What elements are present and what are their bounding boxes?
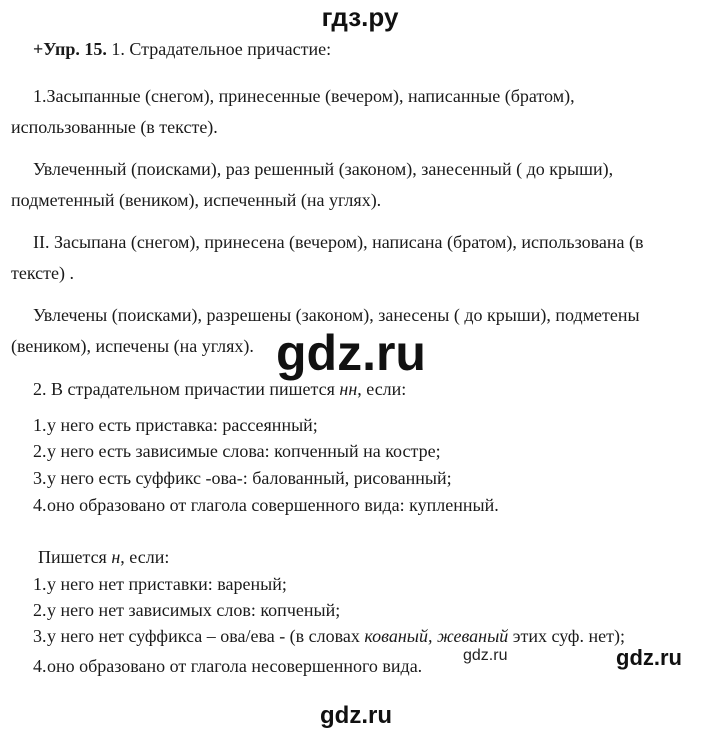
rule-n-item3-text-b: этих суф. нет); (508, 626, 625, 646)
rule-n-item-num: 2. (33, 600, 47, 620)
rule-nn-item-num: 2. (33, 441, 47, 461)
rule-n-item3-italic: кованый, жеваный (364, 626, 509, 646)
rule-nn-item-text: у него есть суффикс -ова-: балованный, рисованный; (47, 468, 452, 488)
block1-line1: 1.Засыпанные (снегом), принесенные (вечером), написанные (братом), (33, 86, 575, 106)
rule-n-item-num: 3. (33, 626, 47, 646)
rule-n-item-text: оно образовано от глагола несовершенного вида. (47, 656, 423, 676)
rule-nn-item (33, 414, 318, 436)
rule-n-item (33, 625, 625, 647)
rule-nn-item-text: у него есть зависимые слова: копченный на костре; (47, 441, 441, 461)
rule-nn-prefix: 2. В страдательном причастии пишется (33, 379, 340, 399)
rule-nn-item-num: 3. (33, 468, 47, 488)
exercise-heading (33, 38, 331, 60)
rule-nn-item (33, 494, 499, 516)
rule-nn-letters: нн (339, 379, 358, 399)
rule-nn-item-num: 4. (33, 495, 47, 515)
rule-n-item-num: 1. (33, 574, 47, 594)
rule-n-item-text: у него нет зависимых слов: копченый; (47, 600, 341, 620)
watermark-footer: gdz.ru (320, 702, 392, 729)
watermark-medium: gdz.ru (616, 645, 682, 670)
block4-line2: (веником), испечены (на углях). (11, 336, 254, 356)
rule-n-item-text: у него нет приставки: вареный; (47, 574, 287, 594)
rule-nn-item (33, 440, 441, 462)
rule-nn-item-text: у него есть приставка: рассеянный; (47, 415, 318, 435)
rule-n-heading (38, 546, 169, 568)
rule-nn-suffix: , если: (357, 379, 407, 399)
rule-n-item3-text-a: у него нет суффикса – ова/ева - (в словах (47, 626, 365, 646)
rule-n-letters: н (111, 547, 121, 567)
rule-nn-heading (33, 378, 406, 400)
rule-n-item (33, 655, 422, 677)
block4-line1: Увлечены (поисками), разрешены (законом), занесены ( до крыши), подметены (33, 305, 640, 325)
watermark-big: gdz.ru (276, 325, 426, 381)
site-header: гдз.ру (321, 2, 399, 32)
exercise-heading-text: 1. Страдательное причастие: (111, 39, 332, 59)
block3-line2: тексте) . (11, 263, 74, 283)
rule-n-item-num: 4. (33, 656, 47, 676)
block2-line2: подметенный (веником), испеченный (на углях). (11, 190, 382, 210)
rule-n-suffix: , если: (120, 547, 170, 567)
rule-n-item (33, 573, 287, 595)
rule-nn-item-text: оно образовано от глагола совершенного вида: купленный. (47, 495, 499, 515)
rule-nn-item-num: 1. (33, 415, 47, 435)
block2-line1: Увлеченный (поисками), раз решенный (законом), занесенный ( до крыши), (33, 159, 614, 179)
rule-n-item (33, 599, 340, 621)
block3-line1: II. Засыпана (снегом), принесена (вечером), написана (братом), использована (в (33, 232, 644, 252)
rule-nn-item (33, 467, 452, 489)
exercise-label: +Упр. 15. (33, 39, 107, 59)
rule-n-prefix: Пишется (38, 547, 112, 567)
block1-line2: использованные (в тексте). (11, 117, 218, 137)
watermark-small: gdz.ru (463, 647, 508, 664)
